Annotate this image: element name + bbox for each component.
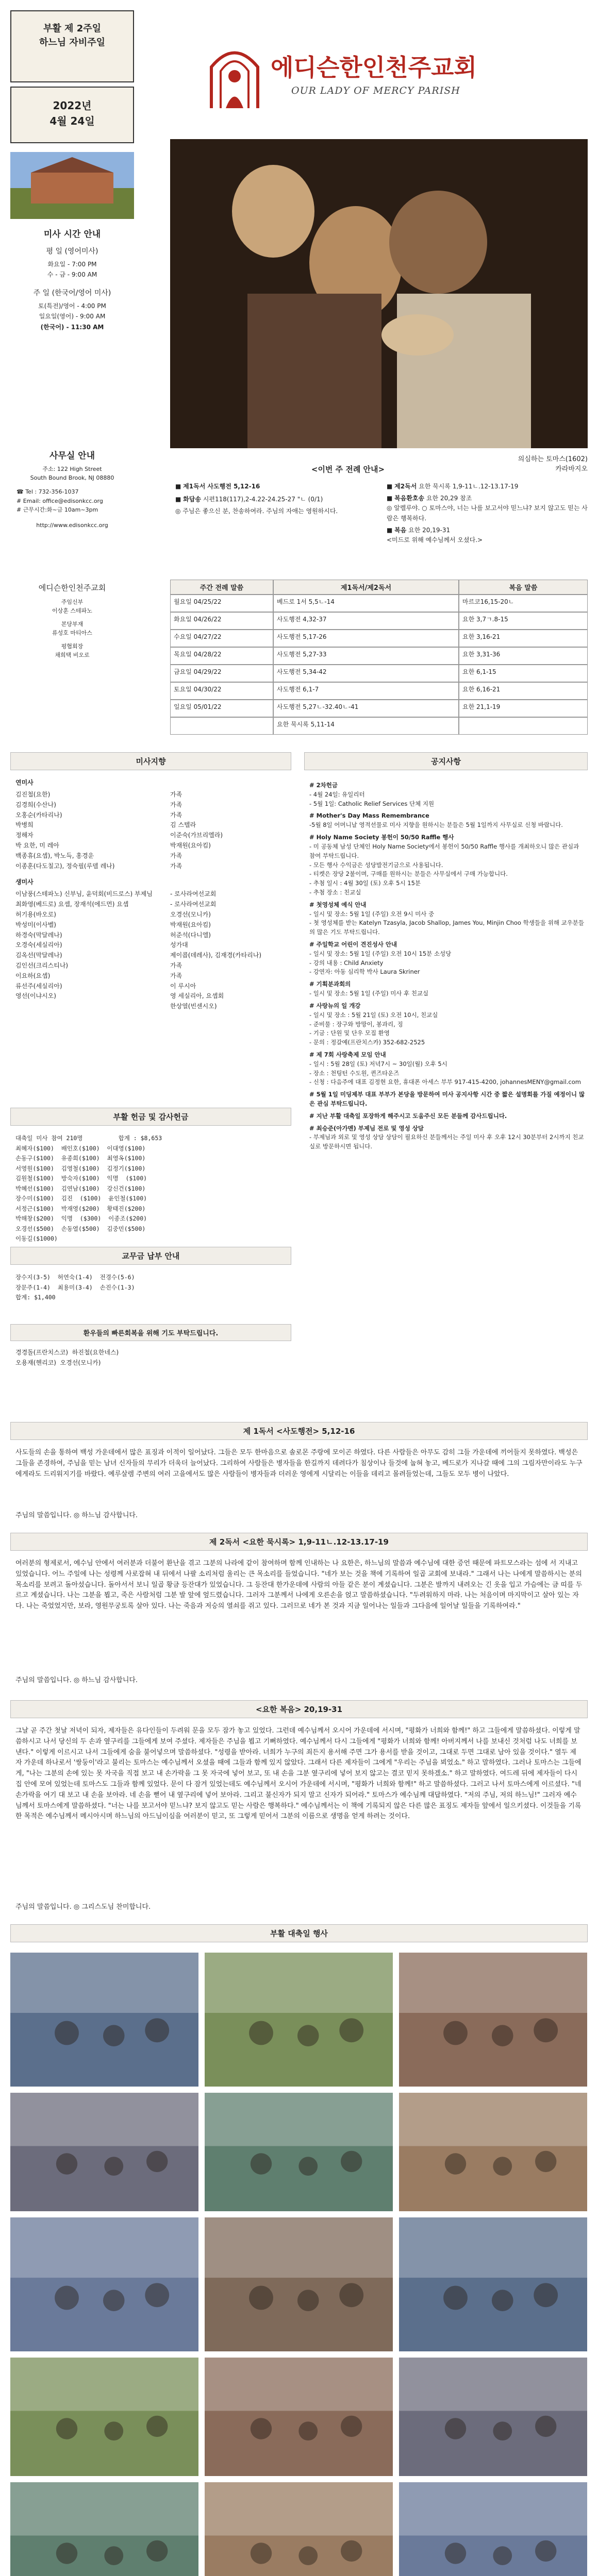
list-item bbox=[15, 981, 289, 992]
intention-title: 미사지향 bbox=[10, 752, 291, 770]
notice-item: # 첫영성체 예식 안내 bbox=[309, 901, 367, 908]
list-item bbox=[15, 790, 289, 800]
event-photo bbox=[205, 2217, 393, 2351]
reading1-end: 주님의 말씀입니다. ◎ 하느님 감사합니다. bbox=[15, 1512, 138, 1519]
notice-item: - 미 공동체 남성 단체인 Holy Name Society에서 봉헌이 50/50 Raffle 행사를 개최하오니 많은 관심과 참여 부탁드립니다. bbox=[309, 842, 579, 859]
list-item-name: 이종훈(다도칠고), 정숙필(루델 레나) bbox=[15, 862, 115, 870]
website-link[interactable]: http://www.edisonkcc.org bbox=[36, 521, 108, 529]
notice-title: 공지사항 bbox=[304, 752, 588, 770]
gospel-label: 복음 bbox=[394, 526, 407, 534]
table-cell: 요한 6,1-15 bbox=[459, 665, 588, 682]
notice-item: - 기금 : 단원 및 단우 모집 환영 bbox=[309, 1029, 390, 1037]
thanks-line: 박혜선($100) 김연남($100) 강신건($100) bbox=[15, 1184, 146, 1192]
table-row bbox=[170, 700, 588, 717]
season-label: 부활 제 2주일 하느님 자비주일 bbox=[39, 23, 105, 48]
notice-item: - 강연자: 아동 심리학 박사 Laura Skriner bbox=[309, 968, 420, 976]
welcome-line: 경경돌(프란치스코) 하진철(요한네스) bbox=[15, 1349, 119, 1356]
table-cell: 마르코16,15-20ㄴ bbox=[459, 595, 588, 612]
event-photo bbox=[399, 2093, 587, 2211]
health-title: 생미사 bbox=[15, 878, 34, 886]
painting-caption: 의심하는 토마스(1602) 카라바지오 bbox=[518, 455, 588, 473]
notice-item: - 모든 행사 수익금은 성당발전기금으로 사용됩니다. bbox=[309, 861, 443, 869]
address-line-1: 주소: 122 High Street bbox=[42, 466, 102, 472]
table-cell: 베드로 1서 5,5ㄴ-14 bbox=[273, 595, 459, 612]
event-photo bbox=[205, 2093, 393, 2211]
list-item-by: 가족 bbox=[170, 811, 182, 819]
event-photo bbox=[399, 2482, 587, 2576]
alleluia-text: 요한 20,29 참조 bbox=[426, 495, 472, 502]
living-title: 연미사 bbox=[15, 779, 34, 786]
table-header-reading: 제1독서/제2독서 bbox=[273, 580, 459, 595]
list-item-name: 박성미(이사벨) bbox=[15, 921, 56, 928]
church-photo bbox=[10, 152, 134, 219]
pastor-role: 주임신부 bbox=[61, 599, 84, 605]
notice-item: # 기획분과회의 bbox=[309, 980, 351, 988]
list-item-by: 가족 bbox=[170, 961, 182, 969]
notice-item: # Mother's Day Mass Remembrance bbox=[309, 812, 429, 820]
notice-item: # 5월 1일 미딩제부 대표 부부가 본당을 방문하여 미사 공지사항 시간 중 짧은 설명회를 가질 예정이니 많은 관심 부탁드립니다. bbox=[309, 1091, 585, 1107]
table-cell: 요한 3,7ㄱ.8-15 bbox=[459, 612, 588, 630]
welcome-title: 환우들의 빠른회복을 위해 기도 부탁드립니다. bbox=[10, 1324, 291, 1341]
table-row bbox=[170, 647, 588, 665]
notice-item: - 추첨 장소 : 친교실 bbox=[309, 888, 361, 896]
table-cell: 월요일 04/25/22 bbox=[170, 595, 273, 612]
list-item-by: 김 스텔라 bbox=[170, 821, 196, 829]
list-item-name: 김진철(요한) bbox=[15, 791, 51, 798]
thanks-line: 서영원($100) 김영철($100) 김정기($100) bbox=[15, 1164, 146, 1172]
notice-item: - 추첨 일시 : 4월 30일 (토) 오후 5시 15분 bbox=[309, 879, 421, 887]
psalm: ■ 화답송 시편118(117),2-4.22-24.25-27 "ㄴ (0/1) bbox=[175, 496, 323, 503]
gospel-end: 주님의 말씀입니다. ◎ 그리스도님 찬미합니다. bbox=[15, 1903, 151, 1911]
list-item-name: 류선주(세실리아) bbox=[15, 982, 62, 990]
pastor-name: 이상훈 스테파노 bbox=[52, 607, 92, 614]
sunday-time-3: (한국어) - 11:30 AM bbox=[40, 323, 104, 331]
event-photo bbox=[399, 1953, 587, 2087]
list-item-by: 영 세실리아, 요셉회 bbox=[170, 992, 224, 1000]
list-item-by: 성가대 bbox=[170, 941, 188, 949]
school-title: 교무금 납부 안내 bbox=[10, 1247, 291, 1265]
notice-item: - 일시 및 장소: 5월 1일 (주일) 미사 후 친교실 bbox=[309, 990, 429, 997]
notice-item: - 5월 1일: Catholic Relief Services 단체 지원 bbox=[309, 800, 435, 807]
table-cell: 금요일 04/29/22 bbox=[170, 665, 273, 682]
event-photo bbox=[10, 2358, 198, 2476]
weekday-time-1: 화요일 - 7:00 PM bbox=[47, 261, 97, 268]
table-cell bbox=[459, 717, 588, 735]
table-cell: 토요일 04/30/22 bbox=[170, 682, 273, 700]
header-season-box bbox=[10, 10, 134, 82]
second-label: 제2독서 bbox=[394, 483, 417, 490]
list-item-name: 김인선(크리스티나) bbox=[15, 961, 69, 969]
reading2-body: 여러분의 형제로서, 예수님 안에서 여러분과 더불어 환난을 겪고 그분의 나라에 같이 참여하며 함께 인내하는 나 요한은, 하느님의 말씀과 예수님에 대한 증언 때문에 파트모스라는 섬에 서 지내고 있었습니다. 어느 주일에 나는 성령께 사로잡혀 내 뒤에서 나팔 소리처럼 울리는 큰 목소리를 들었습니다. "네가 보는 것을 책에 기록하여 일곱 교회에 보내라." 그래서 나는 나에게 말씀하시는 분의 목소리를 보려고 돌아섰습니다. 돌아서서 보니 일곱 황금 등잔대가 있었습니다. 그 등잔대 한가운데에 사람의 아들 같은 분이 계셨습니다. 그분은 발까지 내려오는 긴 옷을 입고 가슴에는 금 띠를 두르고 계셨습니다. 나는 그분을 뵙고, 죽은 사람처럼 그분 발 앞에 엎드렸습니다. 그러자 그분께서 나에게 오른손을 얹고 말씀하셨습니다. "두려워하지 마라. 나는 처음이며 마지막이고 살아 있는 자다. 나는 죽었었지만, 보라, 영원무궁토록 살아 있다. 나는 죽음과 저승의 열쇠를 쥐고 있다. 그러므로 네가 본 것과 지금 일어나는 일들과 그다음에 일어날 일들을 기록하여라." bbox=[15, 1560, 583, 1611]
thanks-line: 오경선($500) 손동열($500) 김중민($500) bbox=[15, 1225, 146, 1232]
list-item-name: 김옥선(막달레나) bbox=[15, 952, 62, 959]
reading2-end: 주님의 말씀입니다. ◎ 하느님 감사합니다. bbox=[15, 1676, 138, 1684]
list-item-name: 백종휴(요셉), 박노득, 홍경운 bbox=[15, 852, 94, 859]
list-item bbox=[15, 930, 289, 941]
event-photo bbox=[205, 2482, 393, 2576]
event-photo bbox=[205, 2358, 393, 2476]
notice-item: - 일시 및 장소: 5월 1일 (주일) 오전 10시 15분 소성당 bbox=[309, 950, 452, 957]
list-item-by: 가족 bbox=[170, 801, 182, 808]
notice-item: - 첫 영성체를 받는 Katelyn Tzasyla, Jacob Shallop, James You, Minjin Choo 학생들을 위해 교우분들의 많은 기도 부탁드립니다. bbox=[309, 919, 585, 936]
list-item bbox=[15, 961, 289, 971]
list-item bbox=[15, 861, 289, 872]
list-item-name: 오경숙(세실리아) bbox=[15, 941, 62, 949]
office-info bbox=[10, 448, 134, 529]
table-cell: 요한 3,16-21 bbox=[459, 630, 588, 647]
notice-item: - 문의 : 정갈예(프란치스카) 352-682-2525 bbox=[309, 1039, 425, 1046]
council-name: 채희택 비오로 bbox=[55, 651, 90, 658]
notice-item: - 일시 및 장소 : 5월 21일 (토) 오전 10시, 친교실 bbox=[309, 1011, 438, 1019]
psalm-note: ◎ 주님은 좋으신 분, 찬송하여라. 주님의 자애는 영원하시다. bbox=[175, 507, 338, 515]
thanks-line: 장수미($100) 김진 ($100) 윤인철($100) bbox=[15, 1195, 147, 1202]
table-cell: 사도행전 5,34-42 bbox=[273, 665, 459, 682]
gospel-note: <미드로 위해 예수님께서 오셨다.> bbox=[387, 536, 483, 544]
table-cell: 사도행전 6,1-7 bbox=[273, 682, 459, 700]
list-item bbox=[15, 1002, 289, 1012]
notice-item: # Holy Name Society 봉헌이 50/50 Raffle 행사 bbox=[309, 834, 454, 841]
date-label: 2022년 4월 24일 bbox=[49, 99, 95, 127]
event-photo bbox=[10, 2093, 198, 2211]
notice-item: # 지난 부활 대축일 포장하게 해주시고 도움주신 모든 분들께 감사드립니다. bbox=[309, 1112, 507, 1120]
list-item-by: 허준석(다니엘) bbox=[170, 931, 211, 939]
list-item-name: 박 요한, 미 레아 bbox=[15, 841, 59, 849]
notice-item: - 신청 : 다음주에 대표 김정현 요한, 휴대폰 아세스 부부 917-415-4200, johannesMENY@gmail.com bbox=[309, 1078, 581, 1086]
gospel-body: 그날 곧 주간 첫날 저녁이 되자, 제자들은 유다인들이 두려워 문을 모두 잠가 놓고 있었다. 그런데 예수님께서 오시어 가운데에 서시며, "평화가 너희와 함께!" 하고 그들에게 말씀하셨다. 이렇게 말씀하시고 나서 당신의 두 손과 옆구리를 그들에게 보여 주셨다. 제자들은 주님을 뵙고 기뻐하였다. 예수님께서 다시 그들에게 "평화가 너희와 함께! 아버지께서 나를 보내신 것처럼 나도 너희를 보낸다." 이렇게 이르시고 나서 그들에게 숨을 불어넣으며 말씀하셨다. "성령을 받아라. 너희가 누구의 죄든지 용서해 주면 그가 용서를 받을 것이고, 그대로 두면 그대로 남아 있을 것이다." 열두 제자 가운데 하나로서 '쌍둥이'라고 불리는 토마스는 예수님께서 오셨을 때에 그들과 함께 있지 않았다. 그래서 다른 제자들이 그에게 "우리는 주님을 뵈었소." 하고 말하였다. 그러나 토마스는 그들에게, "나는 그분의 손에 있는 못 자국을 직접 보고 내 손가락을 그 못 자국에 넣어 보고, 또 내 손을 그분 옆구리에 넣어 보지 않고는 결코 믿지 못하겠소." 하고 말하였다. 여드레 뒤에 제자들이 다시 집 안에 모여 있었는데 토마스도 그들과 함께 있었다. 문이 다 잠겨 있었는데도 예수님께서 오시어 가운데에 서시며, "평화가 너희와 함께!" 하고 말씀하셨다. 그러고 나서 토마스에게 이르셨다. "네 손가락을 여기 대 보고 내 손을 보아라. 네 손을 뻗어 내 옆구리에 넣어 보아라. 그리고 불신자가 되지 말고 신자가 되어라." 토마스가 예수님께 대답하였다. "저의 주님, 저의 하느님!" 그러자 예수님께서 토마스에게 말씀하셨다. "너는 나를 보고서야 믿느냐? 보지 않고도 믿는 사람은 행복하다." 예수님께서는 이 책에 기록되지 않은 다른 많은 표징도 제자들 앞에서 일으키셨다. 이것들을 기록한 목적은 예수님께서 메시아시며 하느님의 아드님이심을 여러분이 믿고, 또 그렇게 믿어서 그분의 이름으로 생명을 얻게 하려는 것이다. bbox=[15, 1727, 582, 1821]
school-line: 장수지(3-5) 허연숙(1-4) 전경수(5-6) bbox=[15, 1274, 135, 1281]
event-photo bbox=[10, 2217, 198, 2351]
school-list bbox=[15, 1273, 289, 1303]
thanks-line: 이동길($1000) bbox=[15, 1235, 58, 1243]
list-item bbox=[15, 889, 289, 900]
list-item-by: 박재원(요아킴) bbox=[170, 841, 211, 849]
community-info bbox=[10, 582, 134, 659]
list-item bbox=[15, 851, 289, 861]
notice-list bbox=[309, 778, 585, 1151]
list-item-by: 가족 bbox=[170, 862, 182, 870]
parish-name-en: OUR LADY OF MERCY PARISH bbox=[291, 85, 460, 96]
thanks-line: 김원철($100) 방숙자($100) 익명 ($100) bbox=[15, 1175, 147, 1182]
office-title: 사무실 안내 bbox=[49, 451, 95, 461]
list-item-name bbox=[15, 1002, 170, 1012]
psalm-text: 시편118(117),2-4.22-24.25-27 "ㄴ (0/1) bbox=[203, 496, 323, 503]
alleluia-label: 복음환호송 bbox=[394, 495, 425, 502]
list-item-by: 한상열(빈센시오) bbox=[170, 1003, 217, 1010]
list-item bbox=[15, 940, 289, 951]
list-item-by: - 로사라여선교회 bbox=[170, 890, 217, 898]
list-item bbox=[15, 800, 289, 810]
notice-item: # 최승준(아가멘) 부제님 전로 및 영성 상담 bbox=[309, 1124, 424, 1132]
table-row bbox=[170, 682, 588, 700]
list-item-by: 가족 bbox=[170, 852, 182, 859]
school-line: 장문주(1-4) 최용미(3-4) 손진수(1-3) bbox=[15, 1283, 135, 1291]
vicar-name: 류성호 마티아스 bbox=[52, 629, 92, 636]
weekday-time-2: 수 - 금 - 9:00 AM bbox=[47, 271, 97, 279]
psalm-label: 화답송 bbox=[183, 496, 201, 503]
alleluia: ■ 복음환호송 요한 20,29 참조 bbox=[387, 495, 472, 502]
thanks-line: 대축일 미사 참여 210명 합계 : $8,653 bbox=[15, 1134, 162, 1142]
welcome-line: 오용재(헨리코) 오경선(모니카) bbox=[15, 1359, 101, 1367]
notice-item: - 일시 : 5월 28일 (토) 저녁7시 ~ 30일(월) 오후 5시 bbox=[309, 1060, 447, 1067]
thanks-list bbox=[15, 1133, 289, 1244]
notice-item: - 장소 : 천팅턴 수도원, 퀸즈타운즈 bbox=[309, 1069, 400, 1077]
table-row bbox=[170, 595, 588, 612]
list-item-name: 허기용(바오로) bbox=[15, 910, 56, 918]
notice-item: - 일시 및 장소: 5월 1일 (주일) 오전 9시 미사 중 bbox=[309, 910, 435, 918]
header-date-box bbox=[10, 87, 134, 143]
table-row bbox=[170, 717, 588, 735]
event-photo bbox=[399, 2358, 587, 2476]
second-reading-text: 요한 묵시록 1,9-11ㄴ.12-13.17-19 bbox=[419, 483, 519, 490]
list-item-name: 박병희 bbox=[15, 821, 34, 829]
readings-right bbox=[387, 482, 588, 545]
reading2-title: 제 2독서 <요한 묵시록> 1,9-11ㄴ.12-13.17-19 bbox=[10, 1533, 588, 1551]
welcome-list bbox=[15, 1347, 289, 1368]
list-item-by: 제이콥(데레사), 김재경(카타리나) bbox=[170, 952, 262, 959]
table-row bbox=[170, 612, 588, 630]
event-photo bbox=[399, 2217, 587, 2351]
list-item-name: 최화영(베드로) 요셉, 장재석(에드먼) 요셉 bbox=[15, 901, 129, 908]
list-item bbox=[15, 810, 289, 821]
thanks-title: 부활 헌금 및 감사헌금 bbox=[10, 1108, 291, 1126]
table-cell: 화요일 04/26/22 bbox=[170, 612, 273, 630]
alleluia-note: ◎ 알렐루야. ○ 토마스야, 너는 나를 보고서야 믿느냐? 보지 않고도 믿는 사람은 행복하다. bbox=[387, 504, 588, 522]
first-reading-text: 제1독서 사도행전 5,12-16 bbox=[183, 483, 260, 490]
table-cell: 사도행전 5,17-26 bbox=[273, 630, 459, 647]
list-item-by: - 로사라여선교회 bbox=[170, 901, 217, 908]
table-cell: 사도행전 5,27ㄴ-32.40ㄴ-41 bbox=[273, 700, 459, 717]
list-item-by: 가족 bbox=[170, 791, 182, 798]
notice-item: -5월 8일 어머니날 영적선물로 미사 지향을 원하시는 분들은 5월 1일까지 사무실로 신청 바랍니다. bbox=[309, 821, 563, 829]
event-photo bbox=[10, 1953, 198, 2087]
thanks-line: 손동구($100) 유종희($100) 최영옥($100) bbox=[15, 1155, 146, 1162]
list-item-name: 김경희(수산나) bbox=[15, 801, 56, 808]
notice-item: - 4월 24일: 유일리터 bbox=[309, 790, 365, 798]
gospel-text: 요한 20,19-31 bbox=[408, 526, 451, 534]
sunday-time-1: 토(특전)/영어 - 4:00 PM bbox=[38, 302, 106, 310]
table-row bbox=[170, 630, 588, 647]
list-item bbox=[15, 900, 289, 910]
reading1-body: 사도들의 손을 통하여 백성 가운데에서 많은 표징과 이적이 일어났다. 그들은 모두 한마음으로 솔로몬 주랑에 모이곤 하였다. 다른 사람들은 아무도 감히 그들 가운데에 끼어들지 못하였다. 백성은 그들을 존경하여, 주님을 믿는 남녀 신자들의 무리가 더욱더 늘어났다. 그리하여 사람들은 병자들을 한길까지 데려다가 침상이나 들것에 눕혀 놓고, 베드로가 지나갈 때에 그의 그림자만이라도 누구에게라도 드리워지기를 바랐다. 예루살렘 주변의 여러 고을에서도 많은 사람들이 병자들과 더러운 영에게 시달리는 이들을 데리고 몰려들었는데, 그들도 모두 병이 나았다. bbox=[15, 1449, 583, 1478]
table-cell: 요한 묵시록 5,11-14 bbox=[273, 717, 459, 735]
notice-item: # 주일학교 어린이 견진성사 안내 bbox=[309, 941, 397, 948]
event-photo bbox=[10, 2482, 198, 2576]
table-cell: 사도행전 5,27-33 bbox=[273, 647, 459, 665]
sunday-time-2: 일요일(영어) - 9:00 AM bbox=[39, 313, 106, 320]
table-cell: 요한 3,31-36 bbox=[459, 647, 588, 665]
gospel-title: <요한 복음> 20,19-31 bbox=[10, 1700, 588, 1718]
photos-title: 부활 대축일 행사 bbox=[10, 1924, 588, 1942]
notice-item: - 준비물 : 장구와 방망이, 봉과리, 징 bbox=[309, 1020, 403, 1028]
vicar-role: 본당부재 bbox=[61, 621, 84, 628]
list-item-name: 하경숙(막달레나) bbox=[15, 931, 62, 939]
list-item bbox=[15, 971, 289, 981]
table-cell: 요한 21,1-19 bbox=[459, 700, 588, 717]
list-item-by: 가족 bbox=[170, 972, 182, 979]
table-header-gospel: 복음 말씀 bbox=[459, 580, 588, 595]
table-cell: 목요일 04/28/22 bbox=[170, 647, 273, 665]
council-role: 평협회장 bbox=[61, 643, 84, 650]
email[interactable]: # Email: office@edisonkcc.org bbox=[16, 497, 103, 504]
table-cell: 요한 6,16-21 bbox=[459, 682, 588, 700]
notice-item: # 사랑뉴의 일 개강 bbox=[309, 1002, 361, 1009]
weekly-readings-table bbox=[170, 580, 588, 735]
weekday-title: 평 일 (영어미사) bbox=[46, 247, 98, 256]
notice-item: - 부제님과 외로 및 영성 상담 상담이 필요하신 분들께서는 주일 미사 후 오후 12시 30분부터 2시까지 친교실로 방문하시면 됩니다. bbox=[309, 1133, 584, 1150]
table-cell bbox=[170, 717, 273, 735]
gospel: ■ 복음 요한 20,19-31 bbox=[387, 526, 451, 534]
list-item-name: 영선(이냐시오) bbox=[15, 992, 56, 1000]
thanks-line: 박해창($200) 익명 ($300) 이종조($200) bbox=[15, 1215, 147, 1223]
list-item bbox=[15, 831, 289, 841]
weekday-times bbox=[10, 259, 134, 280]
list-item bbox=[15, 920, 289, 930]
second-reading: ■ 제2독서 요한 묵시록 1,9-11ㄴ.12-13.17-19 bbox=[387, 483, 519, 490]
table-cell: 사도행전 4,32-37 bbox=[273, 612, 459, 630]
first-reading: ■ 제1독서 사도행전 5,12-16 bbox=[175, 483, 260, 490]
caravaggio-painting bbox=[170, 139, 588, 448]
sunday-title: 주 일 (한국어/영어 미사) bbox=[33, 289, 111, 297]
phone: ☎ Tel : 732-356-1037 bbox=[16, 488, 79, 495]
list-item-name: 정해자 bbox=[15, 832, 34, 839]
parish-logo bbox=[206, 36, 263, 113]
readings-title: <이번 주 전례 안내> bbox=[311, 465, 385, 474]
list-item bbox=[15, 991, 289, 1002]
table-cell: 수요일 04/27/22 bbox=[170, 630, 273, 647]
mass-title: 미사 시간 안내 bbox=[43, 229, 101, 240]
list-item-name: 이남풍(스테파노) 신부님, 윤덕회(비드로스) 부제님 bbox=[15, 890, 153, 898]
list-item bbox=[15, 820, 289, 831]
table-row bbox=[170, 665, 588, 682]
table-cell: 일요일 05/01/22 bbox=[170, 700, 273, 717]
notice-item: - 강의 내용 : Child Anxiety bbox=[309, 959, 384, 967]
readings-overview bbox=[170, 464, 588, 474]
office-hours: # 근무시간:화~금 10am~3pm bbox=[16, 506, 98, 514]
notice-item: # 2차헌금 bbox=[309, 782, 338, 789]
event-photo bbox=[205, 1953, 393, 2087]
list-item-by: 이준숙(가브리엘라) bbox=[170, 832, 223, 839]
list-item-name: 오홍순(카타리나) bbox=[15, 811, 62, 819]
notice-item: # 제 7회 사랑축제 모임 안내 bbox=[309, 1050, 386, 1058]
address-line-2: South Bound Brook, NJ 08880 bbox=[30, 474, 114, 481]
list-item bbox=[15, 841, 289, 851]
list-item-by: 오경선(모니카) bbox=[170, 910, 211, 918]
list-item-by: 이 루시아 bbox=[170, 982, 196, 990]
list-item bbox=[15, 951, 289, 961]
mass-info bbox=[10, 227, 134, 332]
thanks-line: 최혜자($100) 배인호($100) 이대영($100) bbox=[15, 1144, 146, 1152]
parish-name: 에디슨한인천주교회 bbox=[271, 54, 477, 81]
notice-item: - 티켓은 장당 2불이며, 구매를 원하시는 분들은 사무실에서 구매 가능합니다. bbox=[309, 870, 508, 878]
reading1-title: 제 1독서 <사도행전> 5,12-16 bbox=[10, 1422, 588, 1440]
table-header-day: 주간 전례 말씀 bbox=[170, 580, 273, 595]
list-item bbox=[15, 910, 289, 920]
community-title: 에디슨한인천주교회 bbox=[38, 583, 106, 592]
readings-left bbox=[175, 482, 376, 517]
thanks-line: 서정근($100) 박재영($200) 황태진($200) bbox=[15, 1205, 146, 1212]
sunday-times bbox=[10, 301, 134, 332]
school-line: 합계: $1,400 bbox=[15, 1294, 56, 1301]
list-item-name: 이요하(요셉) bbox=[15, 972, 51, 979]
intention-list bbox=[15, 778, 289, 1012]
list-item-by: 박재원(요아킴) bbox=[170, 921, 211, 928]
